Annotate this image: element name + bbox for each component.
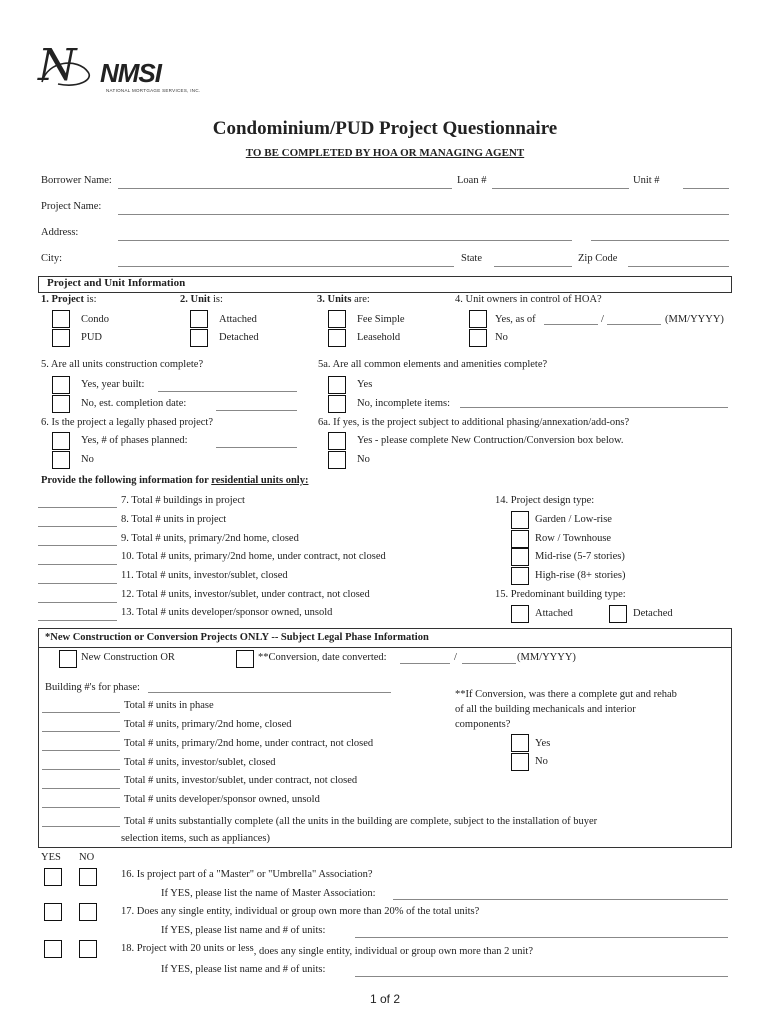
q6-yes-label: Yes, # of phases planned: xyxy=(81,435,188,446)
conversion-month-field[interactable] xyxy=(400,663,450,664)
q14-garden-label: Garden / Low-rise xyxy=(535,514,612,525)
page-subtitle: TO BE COMPLETED BY HOA OR MANAGING AGENT xyxy=(245,147,525,159)
loan-number-label: Loan # xyxy=(457,175,487,186)
q17-name-units-field[interactable] xyxy=(355,937,728,938)
q5-label: 5. Are all units construction complete? xyxy=(41,359,204,370)
project-name-field[interactable] xyxy=(118,214,729,215)
nc-primary-closed-label: Total # units, primary/2nd home, closed xyxy=(124,719,292,730)
q5-year-built-field[interactable] xyxy=(158,391,297,392)
q18-name-units-field[interactable] xyxy=(355,976,728,977)
nc-investor-closed-label: Total # units, investor/sublet, closed xyxy=(124,757,276,768)
q13-field[interactable] xyxy=(38,620,117,621)
nc-units-phase-field[interactable] xyxy=(42,712,120,713)
q4-no-label: No xyxy=(495,332,508,343)
q4-no-checkbox[interactable] xyxy=(469,329,487,347)
q4-year-field[interactable] xyxy=(607,324,661,325)
q6a-label: 6a. If yes, is the project subject to additional phasing/annexation/add-ons? xyxy=(318,417,630,428)
unit-number-label: Unit # xyxy=(633,175,660,186)
conversion-no-checkbox[interactable] xyxy=(511,753,529,771)
q18-no-checkbox[interactable] xyxy=(79,940,97,958)
q7-field[interactable] xyxy=(38,507,117,508)
loan-number-field[interactable] xyxy=(492,188,629,189)
q6-label: 6. Is the project a legally phased project? xyxy=(41,417,214,428)
project-info-heading: Project and Unit Information xyxy=(47,277,186,289)
q15-detached-checkbox[interactable] xyxy=(609,605,627,623)
conversion-format: (MM/YYYY) xyxy=(517,652,576,663)
q1-pud-label: PUD xyxy=(81,332,103,343)
q14-garden-checkbox[interactable] xyxy=(511,511,529,529)
q5a-no-checkbox[interactable] xyxy=(328,395,346,413)
q10-field[interactable] xyxy=(38,564,117,565)
q17-yes-checkbox[interactable] xyxy=(44,903,62,921)
q10-label: 10. Total # units, primary/2nd home, under contract, not closed xyxy=(121,551,386,562)
q5-yes-checkbox[interactable] xyxy=(52,376,70,394)
nc-developer-field[interactable] xyxy=(42,807,120,808)
q2-detached-label: Detached xyxy=(219,332,259,343)
q4-slash: / xyxy=(601,314,604,325)
nc-substantial-field[interactable] xyxy=(42,826,120,827)
q5a-yes-label: Yes xyxy=(357,379,373,390)
q2-attached-label: Attached xyxy=(219,314,257,325)
q15-label: 15. Predominant building type: xyxy=(495,589,626,600)
q8-field[interactable] xyxy=(38,526,117,527)
q16-label: 16. Is project part of a "Master" or "Umbrella" Association? xyxy=(121,869,373,880)
q2-label-suffix: is: xyxy=(210,294,223,305)
q5a-incomplete-items-field[interactable] xyxy=(460,407,728,408)
borrower-name-field[interactable] xyxy=(118,188,452,189)
q17-follow-label: If YES, please list name and # of units: xyxy=(161,925,326,936)
q14-midrise-label: Mid-rise (5-7 stories) xyxy=(535,551,625,562)
q18-follow-label: If YES, please list name and # of units: xyxy=(161,964,326,975)
q16-yes-checkbox[interactable] xyxy=(44,868,62,886)
q14-midrise-checkbox[interactable] xyxy=(511,548,529,566)
q16-no-checkbox[interactable] xyxy=(79,868,97,886)
q8-label: 8. Total # units in project xyxy=(121,514,227,525)
q15-detached-label: Detached xyxy=(633,608,673,619)
q1-pud-checkbox[interactable] xyxy=(52,329,70,347)
q3-fee-simple-checkbox[interactable] xyxy=(328,310,346,328)
q3-leasehold-checkbox[interactable] xyxy=(328,329,346,347)
q7-label: 7. Total # buildings in project xyxy=(121,495,245,506)
q15-attached-checkbox[interactable] xyxy=(511,605,529,623)
new-construction-heading: *New Construction or Conversion Projects ONLY -- Subject Legal Phase Information xyxy=(45,632,429,643)
nc-primary-closed-field[interactable] xyxy=(42,731,120,732)
q16-master-association-field[interactable] xyxy=(393,899,728,900)
q1-label-bold: 1. Project xyxy=(41,294,84,305)
state-field[interactable] xyxy=(494,266,572,267)
nc-developer-label: Total # units developer/sponsor owned, unsold xyxy=(124,794,320,805)
q18-yes-checkbox[interactable] xyxy=(44,940,62,958)
no-column-header: NO xyxy=(79,852,95,863)
q1-condo-label: Condo xyxy=(81,314,110,325)
q5-no-label: No, est. completion date: xyxy=(81,398,187,409)
q5a-yes-checkbox[interactable] xyxy=(328,376,346,394)
yes-column-header: YES xyxy=(41,852,61,863)
unit-number-field[interactable] xyxy=(683,188,729,189)
q3-label-suffix: are: xyxy=(351,294,370,305)
q5-no-checkbox[interactable] xyxy=(52,395,70,413)
q6a-yes-checkbox[interactable] xyxy=(328,432,346,450)
address-field[interactable] xyxy=(118,240,572,241)
q4-label: 4. Unit owners in control of HOA? xyxy=(455,294,602,305)
page-title: Condominium/PUD Project Questionnaire xyxy=(212,118,558,139)
nc-units-phase-label: Total # units in phase xyxy=(124,700,214,711)
q16-follow-label: If YES, please list the name of Master Association: xyxy=(161,888,376,899)
zip-code-field[interactable] xyxy=(628,266,729,267)
conversion-checkbox[interactable] xyxy=(236,650,254,668)
building-numbers-field[interactable] xyxy=(148,692,391,693)
nc-substantial-label-2: selection items, such as appliances) xyxy=(121,833,270,844)
logo-brand: NMSI xyxy=(100,58,161,88)
new-construction-checkbox[interactable] xyxy=(59,650,77,668)
q2-detached-checkbox[interactable] xyxy=(190,329,208,347)
q6a-no-checkbox[interactable] xyxy=(328,451,346,469)
nc-investor-contract-field[interactable] xyxy=(42,788,120,789)
address-label: Address: xyxy=(41,227,79,238)
conversion-no-label: No xyxy=(535,756,548,767)
q5a-no-label: No, incomplete items: xyxy=(357,398,451,409)
conversion-question-1: **If Conversion, was there a complete gut and rehab xyxy=(455,689,677,700)
q14-row-checkbox[interactable] xyxy=(511,530,529,548)
q5a-label: 5a. Are all common elements and amenities complete? xyxy=(318,359,548,370)
q4-yes-checkbox[interactable] xyxy=(469,310,487,328)
conversion-question-2: of all the building mechanicals and interior xyxy=(455,704,636,715)
q14-label: 14. Project design type: xyxy=(495,495,595,506)
nc-substantial-label-1: Total # units substantially complete (all the units in the building are complete, subject to the installation of buyer xyxy=(124,816,598,827)
q3-label-bold: 3. Units xyxy=(317,294,352,305)
q12-label: 12. Total # units, investor/sublet, under contract, not closed xyxy=(121,589,370,600)
q13-label: 13. Total # units developer/sponsor owned, unsold xyxy=(121,607,333,618)
zip-code-label: Zip Code xyxy=(578,253,618,264)
conversion-question-3: components? xyxy=(455,719,511,730)
q18-label xyxy=(121,943,533,957)
q15-attached-label: Attached xyxy=(535,608,573,619)
nc-primary-contract-label: Total # units, primary/2nd home, under contract, not closed xyxy=(124,738,374,749)
q5-yes-label: Yes, year built: xyxy=(81,379,145,390)
residential-heading-emphasis: residential units only: xyxy=(211,475,309,486)
nc-investor-contract-label: Total # units, investor/sublet, under contract, not closed xyxy=(124,775,358,786)
q18-label-part-1: 18. Project with 20 units or less xyxy=(121,943,254,954)
q18-label-part-2: , does any single entity, individual or group own more than 2 unit? xyxy=(253,946,533,957)
logo-tagline: NATIONAL MORTGAGE SERVICES, INC. xyxy=(106,88,201,93)
residential-heading-text: Provide the following information for xyxy=(41,475,212,486)
conversion-yes-checkbox[interactable] xyxy=(511,734,529,752)
q1-label-suffix: is: xyxy=(83,294,97,305)
q12-field[interactable] xyxy=(38,602,117,603)
q6-phases-field[interactable] xyxy=(216,447,297,448)
borrower-name-label: Borrower Name: xyxy=(41,175,112,186)
q6a-no-label: No xyxy=(357,454,370,465)
state-label: State xyxy=(461,253,482,264)
q5-completion-date-field[interactable] xyxy=(216,410,297,411)
q2-label xyxy=(180,294,223,305)
q6a-yes-label: Yes - please complete New Contruction/Conversion box below. xyxy=(357,435,624,446)
q14-highrise-checkbox[interactable] xyxy=(511,567,529,585)
q6-no-checkbox[interactable] xyxy=(52,451,70,469)
company-logo xyxy=(38,40,218,95)
q3-fee-simple-label: Fee Simple xyxy=(357,314,405,325)
residential-heading xyxy=(41,475,308,486)
q14-row-label: Row / Townhouse xyxy=(535,533,612,544)
q6-no-label: No xyxy=(81,454,94,465)
q4-format: (MM/YYYY) xyxy=(665,314,724,325)
q2-label-bold: 2. Unit xyxy=(180,294,211,305)
q6-yes-checkbox[interactable] xyxy=(52,432,70,450)
conversion-yes-label: Yes xyxy=(535,738,551,749)
conversion-year-field[interactable] xyxy=(462,663,516,664)
page-number: 1 of 2 xyxy=(369,992,401,1006)
address-field-2[interactable] xyxy=(591,240,729,241)
nc-investor-closed-field[interactable] xyxy=(42,769,120,770)
nc-primary-contract-field[interactable] xyxy=(42,750,120,751)
q4-yes-label: Yes, as of xyxy=(495,314,536,325)
conversion-label: **Conversion, date converted: xyxy=(258,652,387,663)
q3-leasehold-label: Leasehold xyxy=(357,332,401,343)
q2-attached-checkbox[interactable] xyxy=(190,310,208,328)
conversion-slash: / xyxy=(454,652,457,663)
new-construction-label: New Construction OR xyxy=(81,652,175,663)
q9-label: 9. Total # units, primary/2nd home, closed xyxy=(121,533,299,544)
q1-condo-checkbox[interactable] xyxy=(52,310,70,328)
q14-highrise-label: High-rise (8+ stories) xyxy=(535,570,626,581)
building-numbers-label: Building #'s for phase: xyxy=(45,682,140,693)
q9-field[interactable] xyxy=(38,545,117,546)
city-label: City: xyxy=(41,253,63,264)
q1-label xyxy=(41,294,97,305)
q17-label: 17. Does any single entity, individual or group own more than 20% of the total units? xyxy=(121,906,480,917)
logo-monogram: N xyxy=(38,40,77,91)
q11-field[interactable] xyxy=(38,583,117,584)
project-name-label: Project Name: xyxy=(41,201,102,212)
city-field[interactable] xyxy=(118,266,454,267)
q3-label xyxy=(317,294,370,305)
q17-no-checkbox[interactable] xyxy=(79,903,97,921)
q11-label: 11. Total # units, investor/sublet, closed xyxy=(121,570,288,581)
q4-month-field[interactable] xyxy=(544,324,598,325)
